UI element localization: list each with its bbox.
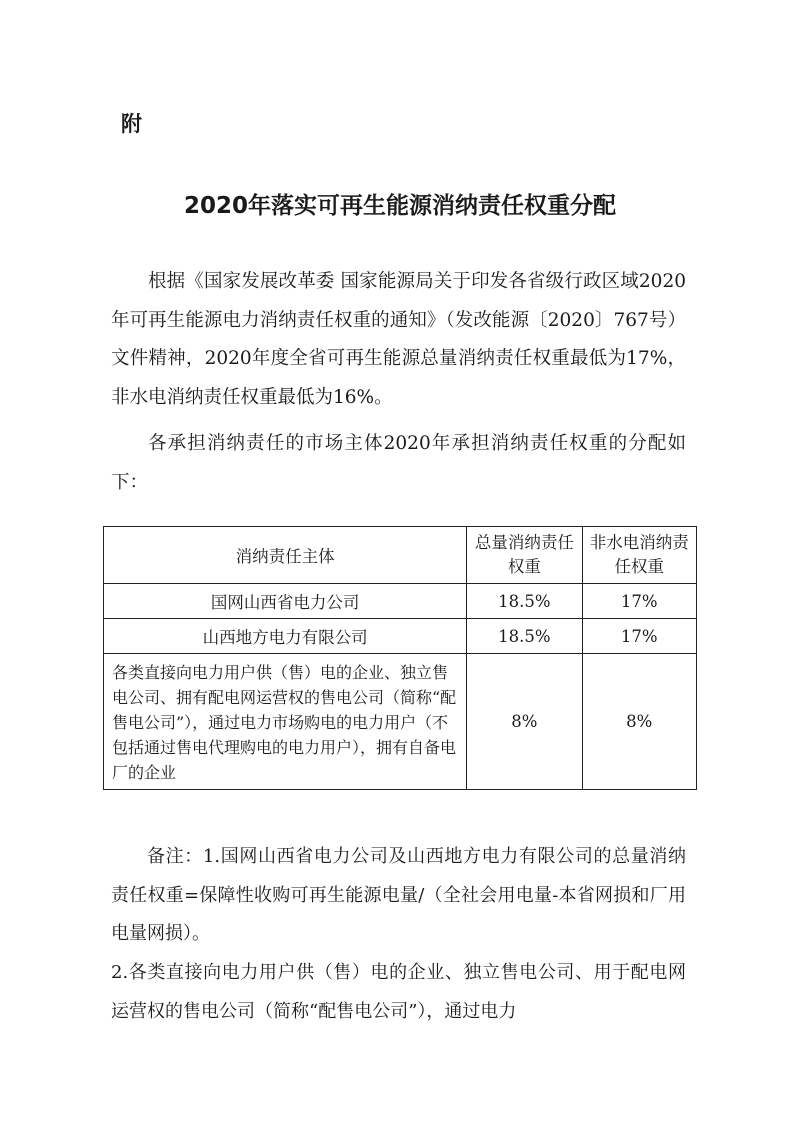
non-hydro-weight-cell: 17% bbox=[582, 584, 696, 619]
header-entity: 消纳责任主体 bbox=[104, 527, 467, 584]
table-row bbox=[104, 584, 697, 619]
table-row bbox=[104, 619, 697, 654]
table-row bbox=[104, 654, 697, 790]
table-header-row bbox=[104, 527, 697, 584]
intro-paragraph: 根据《国家发展改革委 国家能源局关于印发各省级行政区域2020年可再生能源电力消纳责任权重的通知》（发改能源〔2020〕767号）文件精神，2020年度全省可再生能源总量消纳责任权重最低为17%，非水电消纳责任权重最低为16%。 bbox=[111, 271, 686, 408]
entity-cell: 山西地方电力有限公司 bbox=[104, 619, 467, 654]
note-1: 备注：1.国网山西省电力公司及山西地方电力有限公司的总量消纳责任权重=保障性收购可再生能源电量/（全社会用电量-本省网损和厂用电量网损）。 bbox=[111, 846, 686, 944]
document-title: 2020年落实可再生能源消纳责任权重分配 bbox=[183, 193, 616, 219]
allocation-table bbox=[103, 526, 697, 790]
total-weight-cell: 18.5% bbox=[467, 584, 582, 619]
non-hydro-weight-cell: 8% bbox=[582, 654, 696, 790]
note-2: 2.各类直接向电力用户供（售）电的企业、独立售电公司、用于配电网运营权的售电公司（简称“配售电公司”），通过电力 bbox=[111, 962, 686, 1022]
header-total-weight: 总量消纳责任权重 bbox=[467, 527, 582, 584]
entity-cell: 各类直接向电力用户供（售）电的企业、独立售电公司、拥有配电网运营权的售电公司（简称“配售电公司”），通过电力市场购电的电力用户（不包括通过售电代理购电的电力用户），拥有自备电厂的企业 bbox=[104, 654, 467, 790]
non-hydro-weight-cell: 17% bbox=[582, 619, 696, 654]
header-non-hydro-weight: 非水电消纳责任权重 bbox=[582, 527, 696, 584]
total-weight-cell: 18.5% bbox=[467, 619, 582, 654]
entity-cell: 国网山西省电力公司 bbox=[104, 584, 467, 619]
annex-label: 附 bbox=[121, 111, 142, 136]
total-weight-cell: 8% bbox=[467, 654, 582, 790]
allocation-intro-paragraph: 各承担消纳责任的市场主体2020年承担消纳责任权重的分配如下： bbox=[111, 433, 686, 493]
